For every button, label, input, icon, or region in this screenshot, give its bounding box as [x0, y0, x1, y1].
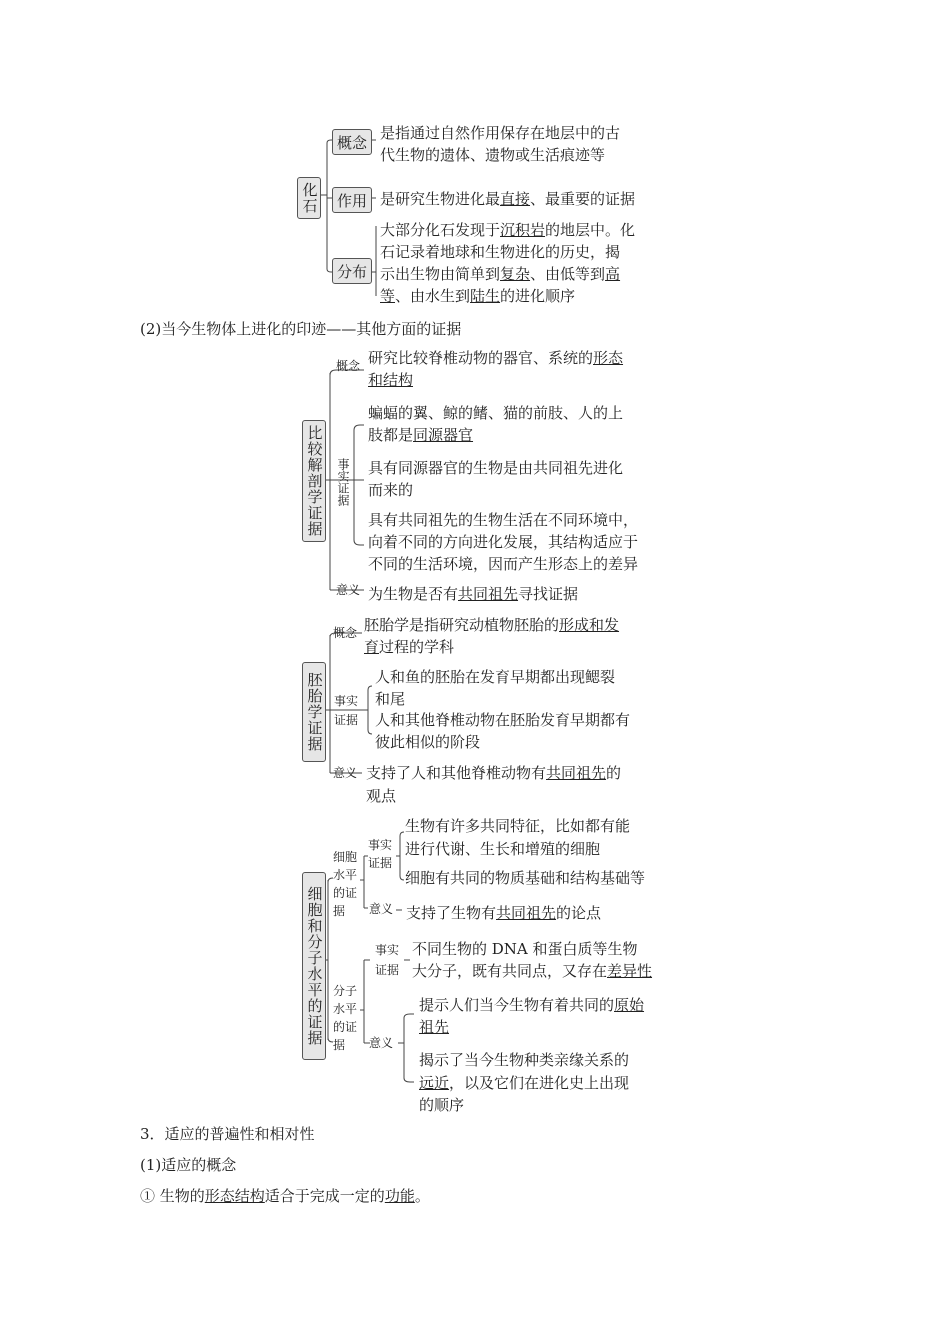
item1-text: ① 生物的形态结构适合于完成一定的功能。 — [140, 1187, 430, 1205]
embryo-facts-label-1: 事实 — [334, 694, 359, 708]
subsection1-heading: (1)适应的概念 — [140, 1156, 237, 1174]
cellmol-title: 细胞和分子水平的证据 — [302, 872, 326, 1060]
mol-fact-line1: 不同生物的 DNA 和蛋白质等生物 — [412, 940, 638, 958]
embryo-concept-label: 概念 — [333, 626, 358, 640]
comparative-meaning-text: 为生物是否有共同祖先寻找证据 — [368, 585, 579, 603]
fossil-concept-line2: 代生物的遗体、遗物或生活痕迹等 — [380, 146, 606, 164]
embryo-fact1-line1: 人和鱼的胚胎在发育早期都出现鳃裂 — [375, 668, 616, 686]
fossil-concept-label: 概念 — [332, 129, 372, 155]
cell-level-label-2: 水平 — [333, 868, 358, 882]
fossil-concept-line1: 是指通过自然作用保存在地层中的古 — [380, 124, 621, 142]
fossil-dist-line3: 示出生物由简单到复杂、由低等到高 — [380, 265, 621, 283]
cell-fact1-line2: 进行代谢、生长和增殖的细胞 — [405, 840, 601, 858]
mol-level-label-1: 分子 — [333, 984, 358, 998]
cell-facts-label-1: 事实 — [368, 838, 393, 852]
comparative-concept-label: 概念 — [336, 359, 361, 373]
mol-facts-label-2: 证据 — [375, 963, 400, 977]
comparative-facts-label: 事实证据 — [336, 458, 350, 506]
embryo-fact2-line2: 彼此相似的阶段 — [375, 733, 481, 751]
fossil-role-text: 是研究生物进化最直接、最重要的证据 — [380, 190, 636, 208]
cell-facts-label-2: 证据 — [368, 856, 393, 870]
embryo-concept-line1: 胚胎学是指研究动植物胚胎的形成和发 — [364, 616, 620, 634]
comparative-fact1-line2: 肢都是同源器官 — [368, 426, 474, 444]
mol-meaning2-line2: 远近，以及它们在进化史上出现 — [419, 1074, 630, 1092]
fossil-distribution-label: 分布 — [332, 258, 372, 284]
section3-heading: 3．适应的普遍性和相对性 — [140, 1125, 315, 1143]
embryo-facts-label-2: 证据 — [334, 713, 359, 727]
mol-level-label-3: 的证 — [333, 1020, 358, 1034]
fossil-dist-line1: 大部分化石发现于沉积岩的地层中。化 — [380, 221, 636, 239]
embryo-meaning-line1: 支持了人和其他脊椎动物有共同祖先的 — [366, 764, 622, 782]
comparative-fact3-line2: 向着不同的方向进化发展，其结构适应于 — [368, 533, 639, 551]
mol-meaning-label: 意义 — [369, 1036, 394, 1050]
mol-facts-label-1: 事实 — [375, 943, 400, 957]
embryo-concept-line2: 育过程的学科 — [364, 638, 455, 656]
cell-meaning-label: 意义 — [369, 902, 394, 916]
embryo-meaning-label: 意义 — [333, 766, 358, 780]
comparative-fact2-line2: 而来的 — [368, 481, 414, 499]
comparative-meaning-label: 意义 — [336, 583, 361, 597]
cell-level-label-3: 的证 — [333, 886, 358, 900]
mol-meaning2-line3: 的顺序 — [419, 1096, 465, 1114]
mol-fact-line2: 大分子，既有共同点，又存在差异性 — [412, 962, 653, 980]
embryo-fact2-line1: 人和其他脊椎动物在胚胎发育早期都有 — [375, 711, 631, 729]
embryo-meaning-line2: 观点 — [366, 787, 397, 805]
mol-meaning2-line1: 揭示了当今生物种类亲缘关系的 — [419, 1051, 630, 1069]
cell-fact2: 细胞有共同的物质基础和结构基础等 — [405, 869, 646, 887]
fossil-dist-line2: 石记录着地球和生物进化的历史，揭 — [380, 243, 621, 261]
mol-meaning1-line1: 提示人们当今生物有着共同的原始 — [419, 996, 645, 1014]
cell-fact1-line1: 生物有许多共同特征，比如都有能 — [405, 817, 631, 835]
comparative-title: 比较解剖学证据 — [302, 420, 326, 542]
cell-level-label-4: 据 — [333, 904, 346, 918]
fossil-role-label: 作用 — [332, 187, 372, 213]
cell-meaning-text: 支持了生物有共同祖先的论点 — [406, 904, 602, 922]
mol-meaning1-line2: 祖先 — [419, 1018, 450, 1036]
comparative-fact3-line3: 不同的生活环境，因而产生形态上的差异 — [368, 555, 639, 573]
fossil-dist-line4: 等、由水生到陆生的进化顺序 — [380, 287, 576, 305]
embryo-title: 胚胎学证据 — [302, 662, 326, 762]
comparative-fact3-line1: 具有共同祖先的生物生活在不同环境中， — [368, 511, 639, 529]
section2-heading: (2)当今生物体上进化的印迹——其他方面的证据 — [140, 320, 462, 338]
cell-level-label-1: 细胞 — [333, 850, 358, 864]
comparative-fact2-line1: 具有同源器官的生物是由共同祖先进化 — [368, 459, 624, 477]
embryo-fact1-line2: 和尾 — [375, 690, 406, 708]
comparative-fact1-line1: 蝙蝠的翼、鲸的鳍、猫的前肢、人的上 — [368, 404, 624, 422]
mol-level-label-4: 据 — [333, 1038, 346, 1052]
comparative-concept-line1: 研究比较脊椎动物的器官、系统的形态 — [368, 349, 624, 367]
fossil-title: 化石 — [297, 177, 321, 219]
mol-level-label-2: 水平 — [333, 1002, 358, 1016]
comparative-concept-line2: 和结构 — [368, 371, 414, 389]
